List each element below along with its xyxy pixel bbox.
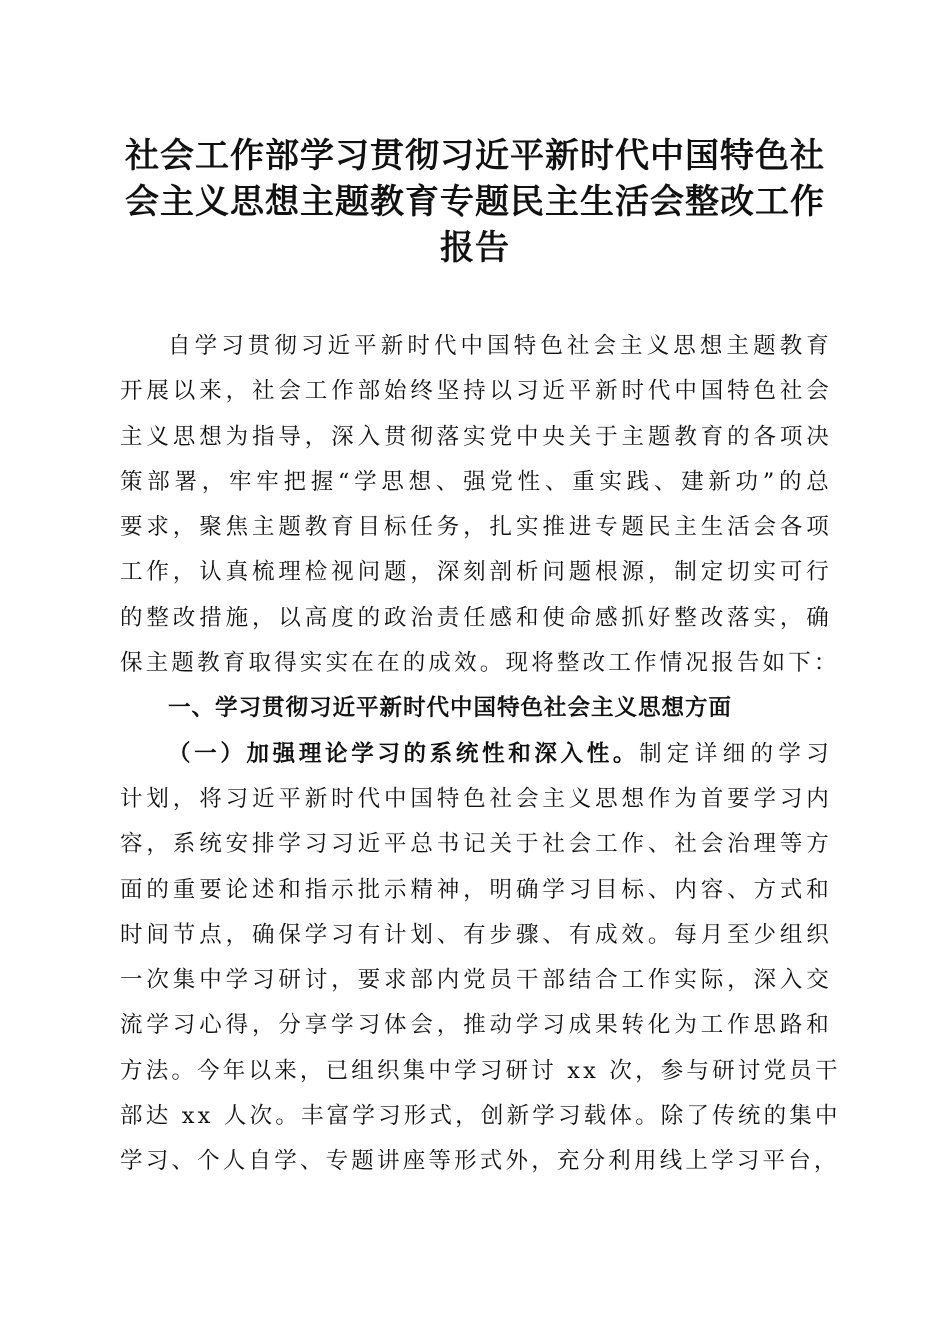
section-heading [120,686,832,731]
paragraph-line: 流学习心得，分享学习体会，推动学习成果转化为工作思路和 [120,1012,832,1039]
paragraph-line: 部达 xx 人次。丰富学习形式，创新学习载体。除了传统的集中 [120,1103,841,1130]
paragraph-line: 计划，将习近平新时代中国特色社会主义思想作为首要学习内 [120,785,832,812]
paragraph-line: 要求，聚焦主题教育目标任务，扎实推进专题民主生活会各项 [120,514,832,541]
document-title [110,133,840,271]
intro-paragraph [120,324,840,686]
subsection-lead-rest: 制定详细的学习 [639,740,832,767]
paragraph-line: 策部署，牢牢把握“学思想、强党性、重实践、建新功”的总 [120,468,832,495]
paragraph-line: 保主题教育取得实实在在的成效。现将整改工作情况报告如下： [120,650,840,677]
paragraph-line: 容，系统安排学习习近平总书记关于社会工作、社会治理等方 [120,831,832,858]
title-line: 会主义思想主题教育专题民主生活会整改工作 [125,182,825,222]
title-line: 报告 [440,228,510,268]
paragraph-line: 时间节点，确保学习有计划、有步骤、有成效。每月至少组织 [120,921,832,948]
title-line: 社会工作部学习贯彻习近平新时代中国特色社 [125,136,825,176]
paragraph-line: 的整改措施，以高度的政治责任感和使命感抓好整改落实，确 [120,604,832,631]
section-heading-text: 一、学习贯彻习近平新时代中国特色社会主义思想方面 [168,695,733,722]
paragraph-line: 主义思想为指导，深入贯彻落实党中央关于主题教育的各项决 [120,423,832,450]
subsection-paragraph [120,732,841,1185]
paragraph-line [120,732,832,777]
paragraph-line: 学习、个人自学、专题讲座等形式外，充分利用线上学习平台， [120,1148,840,1175]
paragraph-line: 一次集中学习研讨，要求部内党员干部结合工作实际，深入交 [120,967,832,994]
paragraph-line: 方法。今年以来，已组织集中学习研讨 xx 次，参与研讨党员干 [120,1057,841,1084]
subsection-lead: （一）加强理论学习的系统性和深入性。 [168,740,640,767]
paragraph-line: 开展以来，社会工作部始终坚持以习近平新时代中国特色社会 [120,378,832,405]
document-body [120,324,841,1185]
paragraph-line: 工作，认真梳理检视问题，深刻剖析问题根源，制定切实可行 [120,559,832,586]
paragraph-line: 面的重要论述和指示批示精神，明确学习目标、内容、方式和 [120,876,832,903]
paragraph-line: 自学习贯彻习近平新时代中国特色社会主义思想主题教育 [168,333,832,359]
